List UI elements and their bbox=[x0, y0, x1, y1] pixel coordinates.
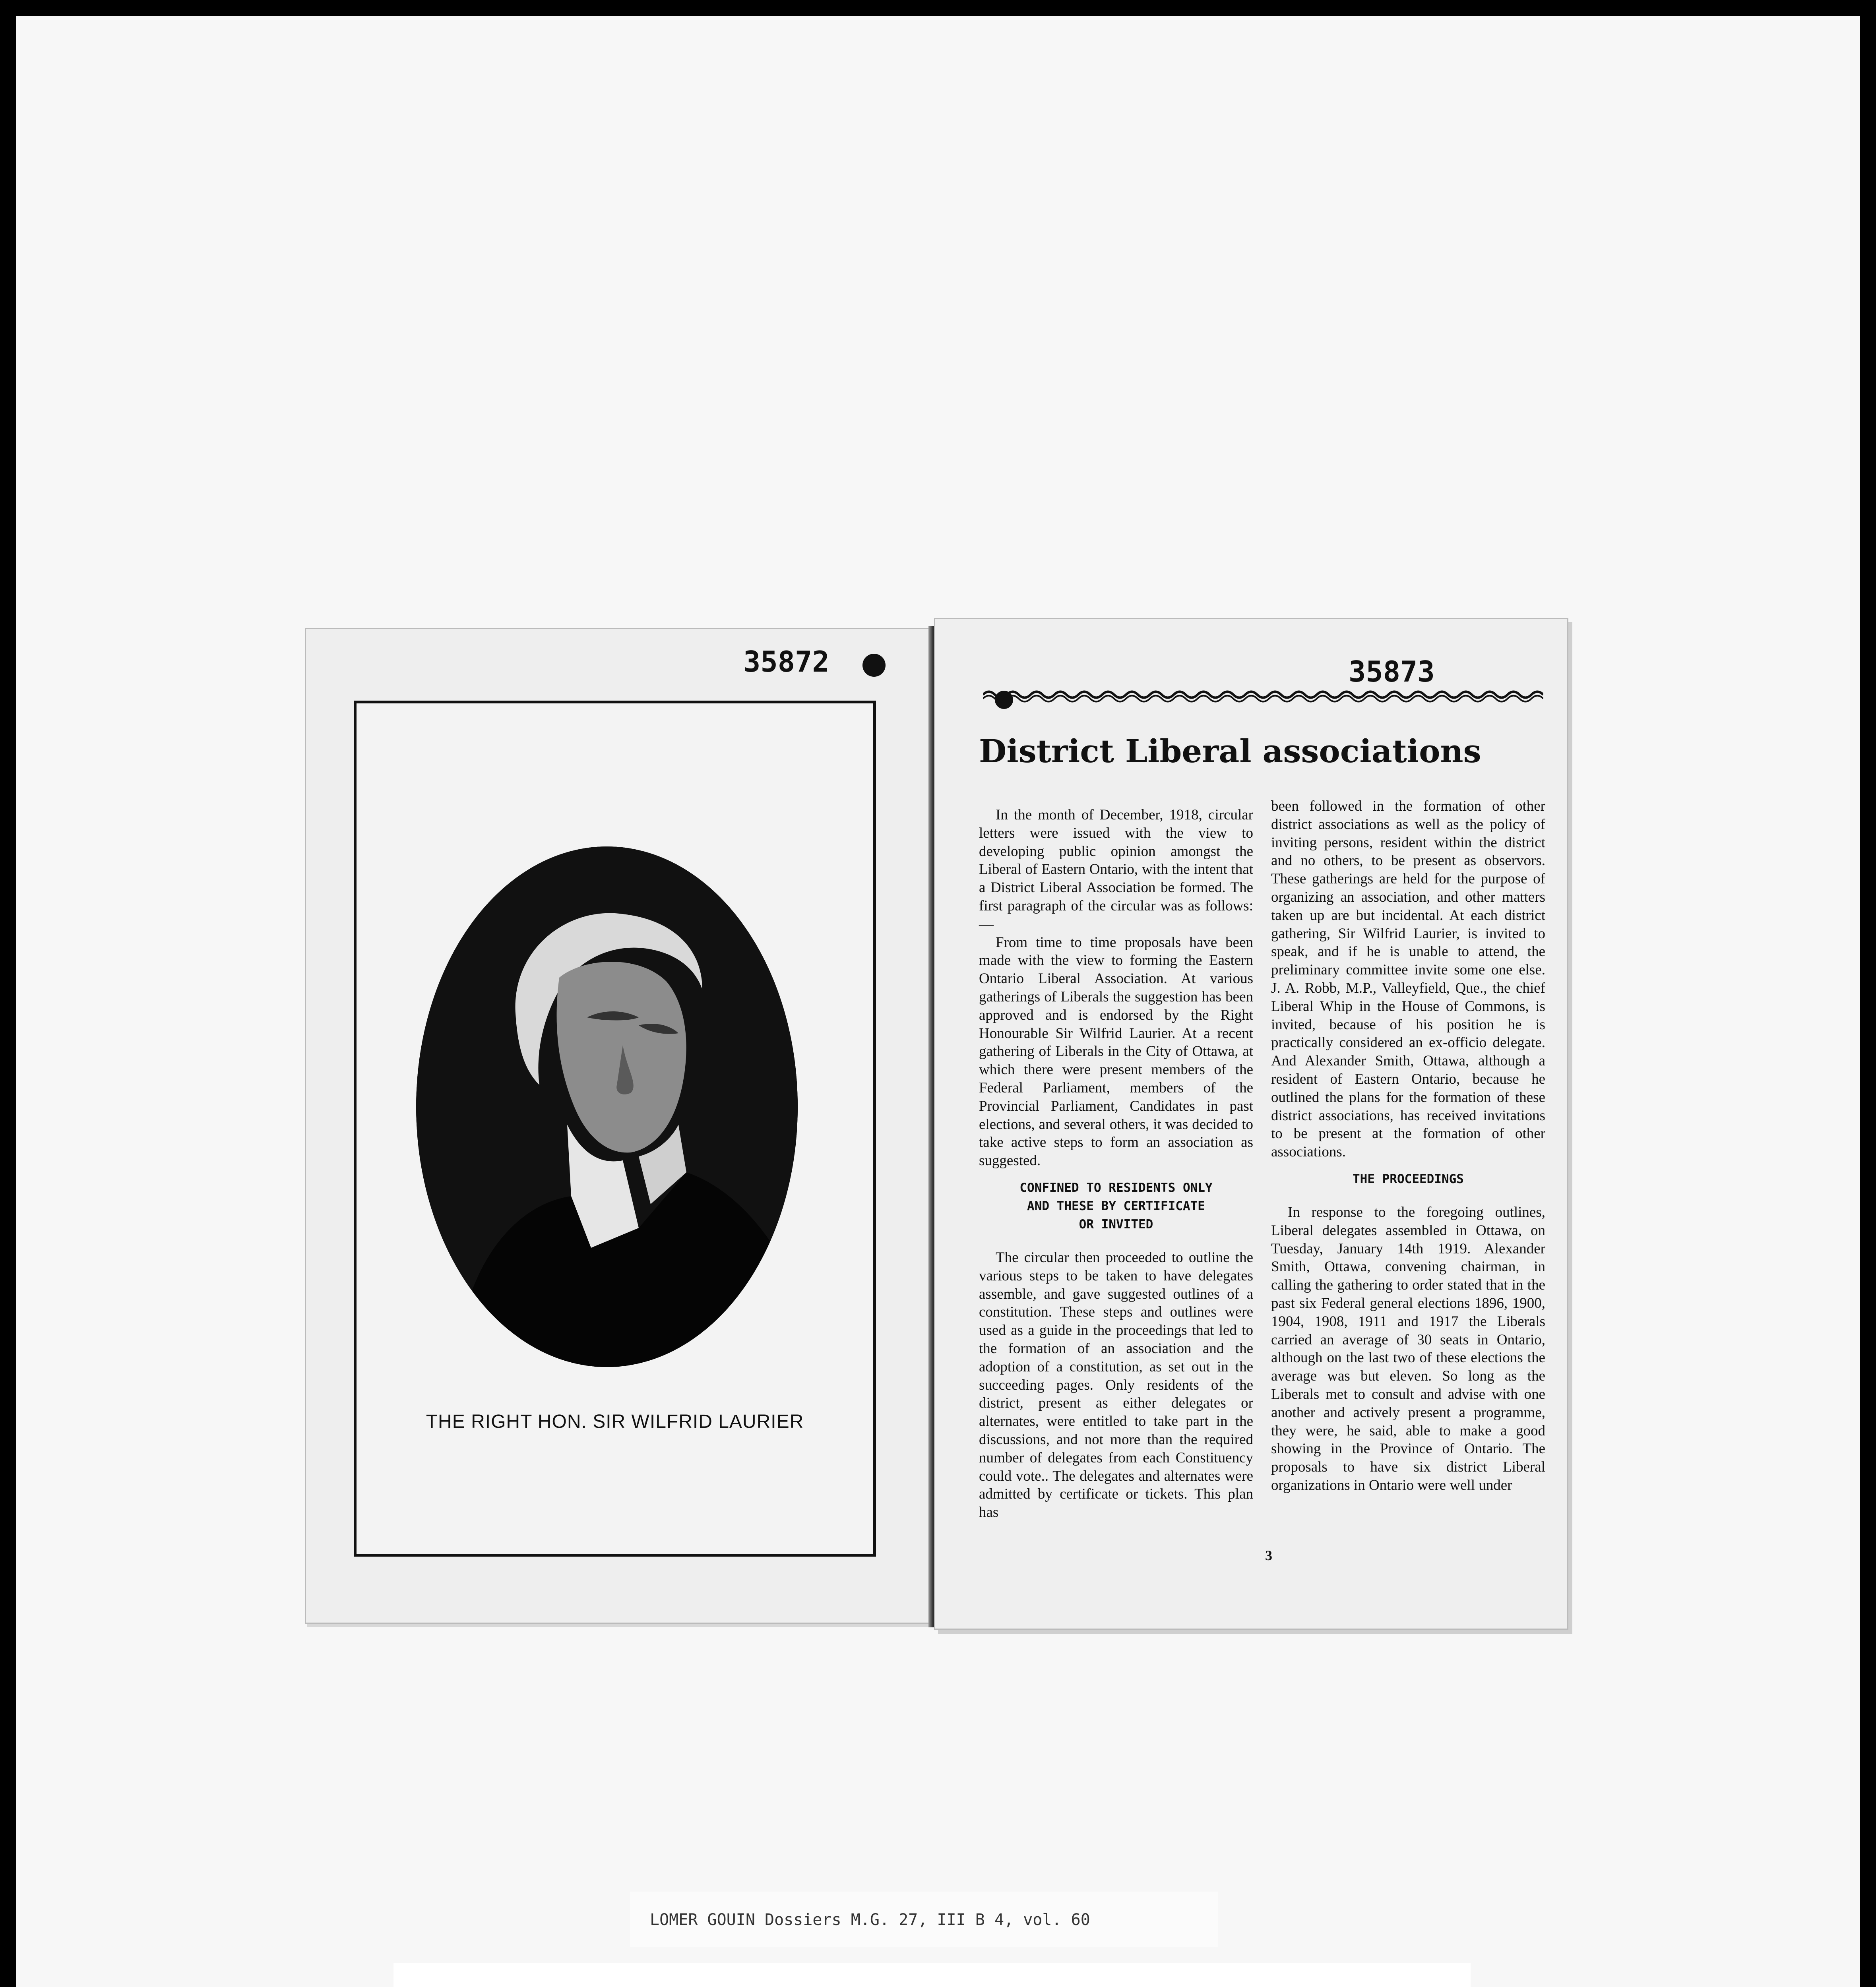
article-column-left bbox=[979, 806, 1253, 1522]
portrait-figure-icon bbox=[416, 846, 798, 1367]
section-heading-line: CONFINED TO RESIDENTS ONLY bbox=[1019, 1180, 1213, 1195]
section-heading bbox=[979, 1179, 1253, 1234]
punch-hole-icon bbox=[862, 654, 886, 677]
microfilm-frame bbox=[16, 16, 1860, 1987]
page-number: 3 bbox=[1265, 1547, 1272, 1563]
section-heading-line: AND THESE BY CERTIFICATE bbox=[1027, 1199, 1205, 1213]
portrait-photo bbox=[416, 846, 798, 1367]
paragraph: From time to time proposals have been made with the view to forming the Eastern Ontario Liberal Association. At various gatherings of Liberals the suggestion has been approved and is endorsed by the Right Honourable Sir Wilfrid Laurier. At a recent gathering of Liberals in the City of Ottawa, at which there were present members of the Federal Parliament, members of the Provincial Parliament, Candidates in past elections, and several others, it was decided to take active steps to form an association as suggested. bbox=[979, 934, 1253, 1169]
section-heading-line: THE PROCEEDINGS bbox=[1353, 1172, 1464, 1186]
section-heading-line: OR INVITED bbox=[1079, 1217, 1153, 1232]
paragraph: The circular then proceeded to outline the various steps to be taken to have delegates assemble, and gave suggested outlines of a constitution. These steps and outlines were used as a guide in the proceedings that led to the formation of an association and the adoption of a constitution, as set out in the succeeding pages. Only residents of the district, present as either delegates or alternates, were entitled to take part in the discussions, and not more than the required number of delegates from each Constituency could vote.. The delegates and alternates were admitted by certificate or tickets. This plan has bbox=[979, 1249, 1253, 1521]
paragraph: In the month of December, 1918, circular letters were issued with the view to developing public opinion amongst the Liberal of Eastern Ontario, with the intent that a District Liberal Association be formed. The first paragraph of the circular was as follows:— bbox=[979, 807, 1253, 932]
paragraph: been followed in the formation of other district associations as well as the policy of inviting persons, resident within the district and no others, to be present as observors. These gatherings are held for the purpose of organizing an association, and other matters taken up are but incidental. At each district gathering, Sir Wilfrid Laurier, is invited to speak, and if he is unable to attend, the preliminary committee invite some one else. J. A. Robb, M.P., Valleyfield, Que., the chief Liberal Whip in the House of Commons, is invited, because of his position he is practically considered an ex-officio delegate. And Alexander Smith, Ottawa, although a resident of Eastern Ontario, because he outlined the plans for the formation of these district associations, has received invitations to be present at the formation of other associations. bbox=[1271, 798, 1545, 1160]
left-page-number: 35872 bbox=[743, 645, 829, 678]
decorative-wave-rule bbox=[983, 687, 1543, 703]
reference-text: LOMER GOUIN Dossiers M.G. 27, III B 4, vol. 60 bbox=[650, 1911, 1090, 1929]
section-heading bbox=[1271, 1170, 1545, 1188]
paragraph: In response to the foregoing outlines, Liberal delegates assembled in Ottawa, on Tuesday, January 14th 1919. Alexander Smith, Ottawa, convening chairman, in calling the gathering to order stated that in the past six Federal general elections 1896, 1900, 1904, 1908, 1911 and 1917 the Liberals carried an average of 30 seats in Ontario, although on the last two of these elections the average was but eleven. So long as the Liberals met to consult and advise with one another and actively present a programme, they were, he said, able to make a good showing in the Province of Ontario. The proposals to have six district Liberal organizations in Ontario were well under bbox=[1271, 1204, 1545, 1493]
archive-label-card bbox=[393, 1963, 1471, 1987]
article-title: District Liberal associations bbox=[979, 732, 1481, 770]
portrait-caption: THE RIGHT HON. SIR WILFRID LAURIER bbox=[426, 1411, 804, 1432]
right-page-number: 35873 bbox=[1349, 655, 1435, 688]
left-page bbox=[305, 628, 939, 1624]
article-column-right bbox=[1271, 797, 1545, 1495]
portrait-frame bbox=[354, 701, 876, 1557]
reference-slip bbox=[630, 1892, 1218, 1947]
right-page bbox=[934, 618, 1568, 1630]
